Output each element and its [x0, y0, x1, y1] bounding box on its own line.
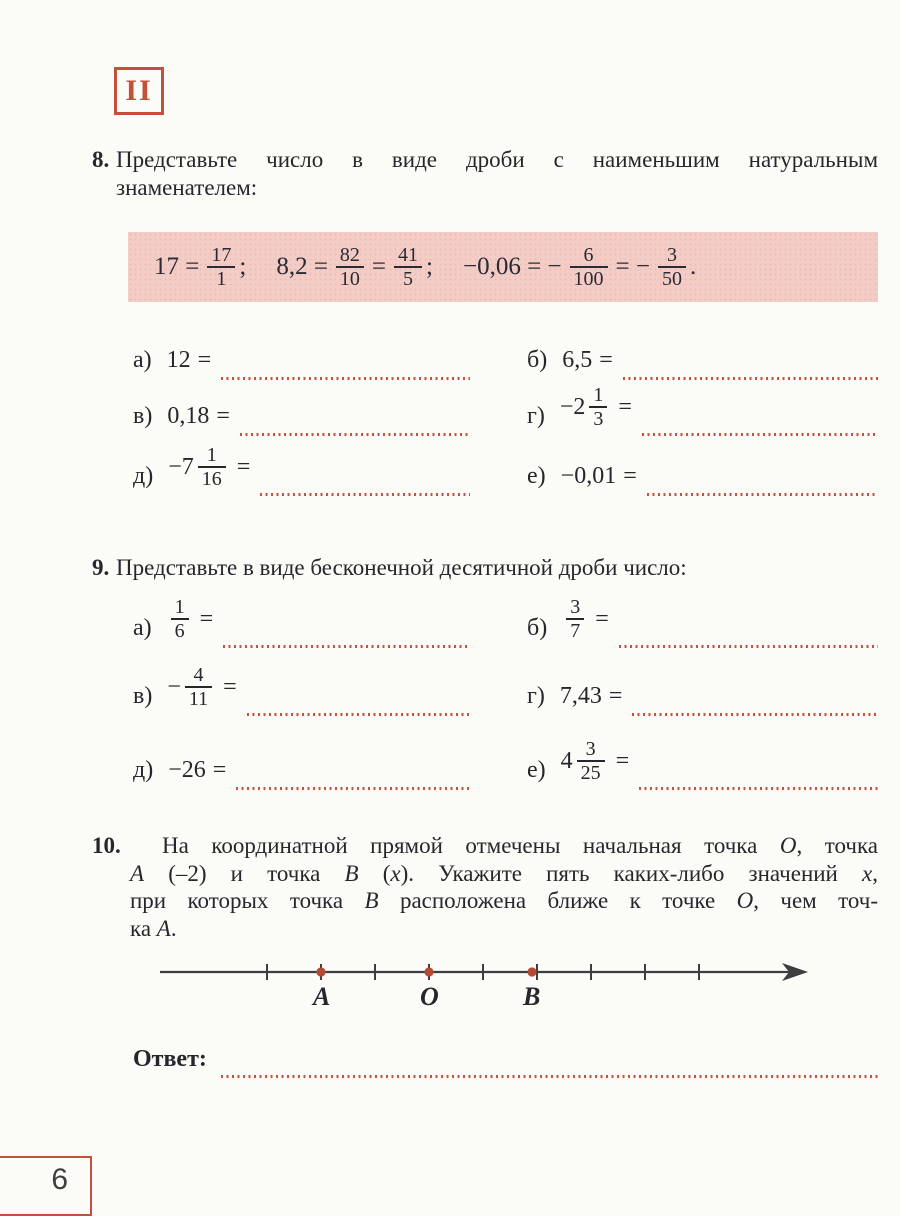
item-8e	[527, 463, 878, 496]
fraction: $\frac{41}{5}$	[394, 244, 422, 290]
example-text: .	[690, 253, 697, 280]
example-text: 17 =	[154, 253, 200, 280]
problem-10-line1: На координатной прямой отмечены начальная точка O, точка	[162, 833, 878, 858]
problem-8-title-line2: знаменателем:	[116, 174, 258, 200]
problem-8-items	[133, 338, 878, 496]
problem-9-items	[133, 598, 878, 790]
point-o-label: O	[420, 982, 439, 1010]
problem-9-header	[92, 554, 878, 582]
example-separator: ;	[426, 253, 433, 280]
problem-10-header	[92, 832, 878, 942]
item-9b	[527, 596, 878, 648]
answer-dotted-line	[223, 645, 470, 648]
point-b-dot	[527, 967, 536, 976]
item-9e	[527, 738, 878, 790]
example-box	[128, 232, 878, 302]
item-label: г)	[527, 403, 545, 429]
problem-10-line4: ка A.	[130, 915, 177, 941]
problem-10-line3: при которых точка B расположена ближе к точке O, чем точ-	[130, 888, 878, 913]
item-expression: 12 =	[166, 347, 212, 373]
answer-dotted-line	[221, 377, 470, 380]
item-8d	[133, 444, 470, 496]
item-expression: 0,18 =	[167, 403, 230, 429]
fraction: $\frac{4}{11}$	[185, 664, 212, 710]
answer-label: Ответ:	[133, 1046, 207, 1072]
answer-dotted-line	[647, 493, 878, 496]
item-9d	[133, 757, 470, 790]
answer-dotted-line	[260, 493, 470, 496]
item-expression: $\frac{1}{6}$ =	[167, 596, 214, 648]
item-expression: −26 =	[168, 757, 227, 783]
item-8b	[527, 347, 878, 380]
point-b-label: B	[523, 982, 541, 1010]
item-label: в)	[133, 683, 153, 709]
fraction: $\frac{1}{6}$	[171, 596, 189, 642]
item-expression: $\frac{3}{7}$ =	[562, 596, 609, 648]
item-label: в)	[133, 403, 153, 429]
item-expression: −0,01 =	[560, 463, 637, 489]
point-a-dot	[316, 967, 325, 976]
item-expression: −7 $\frac{1}{16}$ =	[168, 444, 251, 490]
answer-row	[133, 1046, 878, 1078]
point-o-dot	[424, 967, 433, 976]
fraction: $\frac{1}{16}$	[198, 444, 226, 490]
answer-dotted-line	[623, 377, 878, 380]
item-label: е)	[527, 757, 546, 783]
problem-8-header	[92, 146, 878, 201]
item-label: б)	[527, 347, 548, 373]
item-label: д)	[133, 757, 154, 783]
example-text: = −	[615, 253, 650, 280]
item-8g	[527, 384, 878, 436]
answer-dotted-line	[236, 787, 470, 790]
fraction: $\frac{6}{100}$	[570, 244, 608, 290]
example-separator: ;	[239, 253, 247, 280]
problem-9-number: 9.	[92, 555, 110, 580]
example-text: 8,2 =	[276, 253, 328, 280]
fraction: $\frac{17}{1}$	[207, 244, 235, 290]
item-expression: −2 $\frac{1}{3}$ =	[559, 384, 632, 430]
part-ii-label: II	[125, 74, 153, 107]
fraction: $\frac{3}{7}$	[566, 596, 584, 642]
item-label: а)	[133, 615, 152, 641]
answer-dotted-line	[240, 433, 470, 436]
example-text: −0,06 = −	[462, 253, 562, 280]
item-label: г)	[527, 683, 545, 709]
problem-9-title: Представьте в виде бесконечной десятичной дроби число:	[116, 555, 687, 580]
fraction: $\frac{3}{25}$	[577, 738, 605, 784]
answer-dotted-line	[632, 713, 878, 716]
item-label: б)	[527, 615, 548, 641]
item-9v	[133, 664, 470, 716]
answer-dotted-line	[247, 713, 470, 716]
item-label: д)	[133, 463, 154, 489]
example-text: =	[371, 253, 387, 280]
answer-dotted-line	[642, 433, 878, 436]
item-8a	[133, 347, 470, 380]
problem-10-number: 10.	[92, 833, 121, 858]
item-expression: 7,43 =	[559, 683, 623, 709]
part-ii-badge	[114, 67, 164, 115]
item-label: а)	[133, 347, 152, 373]
example-segment-1	[150, 244, 272, 290]
item-9g	[527, 683, 878, 716]
fraction: $\frac{3}{50}$	[658, 244, 686, 290]
item-8v	[133, 403, 470, 436]
example-segment-3	[459, 244, 696, 290]
item-expression: 4 $\frac{3}{25}$ =	[560, 738, 630, 784]
answer-dotted-line	[619, 645, 878, 648]
item-9a	[133, 596, 470, 648]
example-segment-2	[272, 244, 459, 290]
item-expression: 6,5 =	[562, 347, 613, 373]
coordinate-number-line	[0, 938, 900, 1010]
answer-dotted-line	[221, 1075, 878, 1078]
fraction: $\frac{82}{10}$	[336, 244, 364, 290]
page-number-box	[0, 1156, 92, 1216]
page-number: 6	[51, 1163, 68, 1196]
point-a-label: A	[313, 982, 331, 1010]
problem-10-line2: A (–2) и точка B (x). Укажите пять каких-либо значений x,	[130, 860, 878, 886]
answer-dotted-line	[639, 787, 878, 790]
item-expression: − $\frac{4}{11}$ =	[167, 664, 237, 710]
problem-8-title-line1: Представьте число в виде дроби с наименьшим натуральным	[116, 147, 878, 172]
item-label: е)	[527, 463, 546, 489]
problem-8-number: 8.	[92, 147, 110, 172]
fraction: $\frac{1}{3}$	[589, 384, 607, 430]
